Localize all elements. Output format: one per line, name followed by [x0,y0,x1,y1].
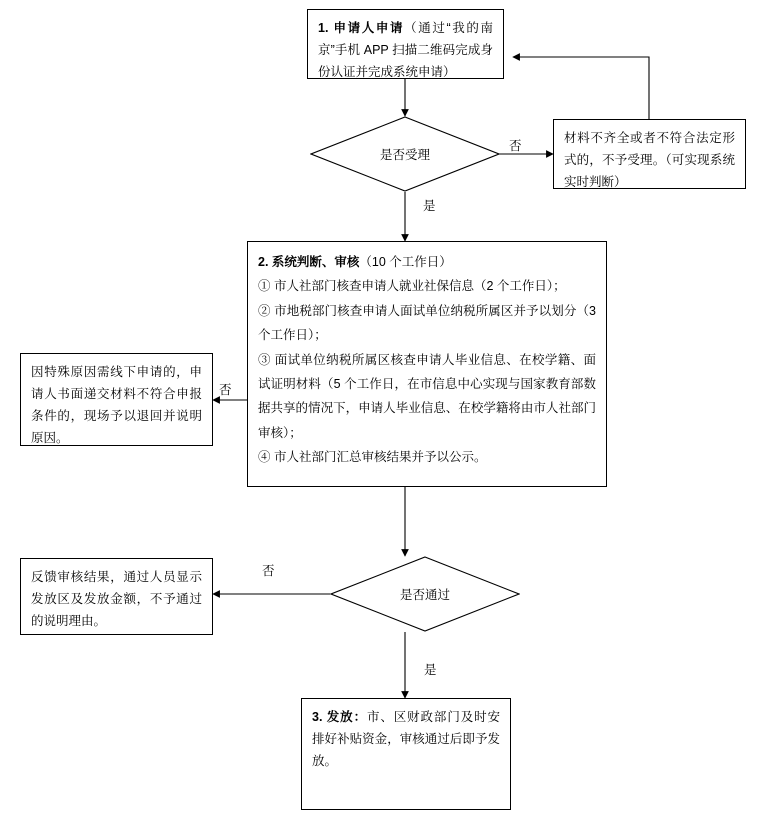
node-step2-review [247,241,607,487]
edge-label-no-offline: 否 [219,383,232,397]
step2-line-1: ① 市人社部门核查申请人就业社保信息（2 个工作日）； [258,279,566,294]
offline-text: 因特殊原因需线下申请的，申请人书面递交材料不符合申报条件的，现场予以退回并说明原因。 [31,365,202,445]
edge-label-no-accept: 否 [509,139,522,153]
step3-title: 3. 发放： [312,710,367,724]
edge-label-yes-accept: 是 [423,199,436,213]
node-decision-accept [310,116,500,192]
node-decision-pass [330,556,520,632]
step3-text: 市、区财政部门及时安排好补贴资金，审核通过后即予发放。 [312,710,500,768]
step1-text: （通过“我的南京”手机 APP 扫描二维码完成身份认证并完成系统申请） [318,21,493,79]
node-feedback-result [20,558,213,635]
decision-accept-label: 是否受理 [379,148,430,162]
node-step1-application [307,9,504,79]
node-offline-return [20,353,213,446]
step2-duration: （10 个工作日） [359,255,452,269]
step2-title: 2. 系统判断、审核 [258,255,360,269]
step2-line-4: ④ 市人社部门汇总审核结果并予以公示。 [258,450,487,464]
step2-line-2: ② 市地税部门核查申请人面试单位纳税所属区并予以划分（3 个工作日）； [258,303,596,343]
edge-label-no-pass: 否 [262,564,275,578]
step2-line-3: ③ 面试单位纳税所属区核查申请人毕业信息、在校学籍、面试证明材料（5 个工作日，在市信息中心实现与国家教育部数据共享的情况下，申请人毕业信息、在校学籍将由市人社部门审核）； [258,352,596,440]
node-reject-not-accepted [553,119,746,189]
feedback-text: 反馈审核结果，通过人员显示发放区及发放金额，不予通过的说明理由。 [31,570,202,628]
node-step3-disbursement [301,698,511,810]
step1-title: 1. 申请人申请 [318,21,405,35]
reject-text: 材料不齐全或者不符合法定形式的，不予受理。（可实现系统实时判断） [564,131,735,189]
edge-label-yes-pass: 是 [424,663,437,677]
decision-pass-label: 是否通过 [399,588,450,602]
